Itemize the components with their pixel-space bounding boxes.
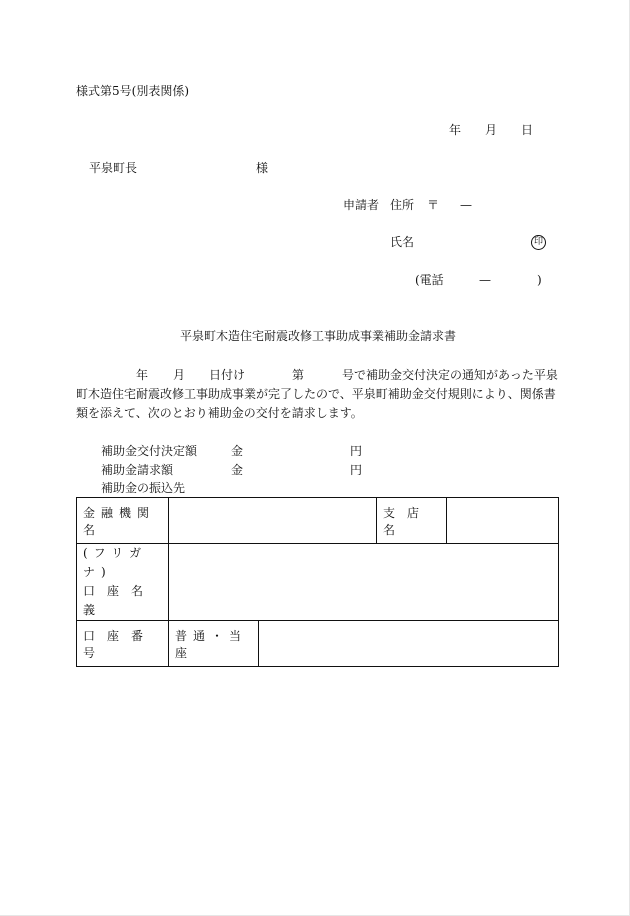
body-rest: 号で補助金交付決定の通知があった平泉: [342, 368, 558, 382]
holder-field[interactable]: [169, 544, 559, 621]
document-title: 平泉町木造住宅耐震改修工事助成事業補助金請求書: [180, 329, 457, 343]
table-row: [77, 621, 559, 667]
postal-dash: —: [460, 198, 472, 212]
body-dated: 日付け: [209, 368, 246, 382]
addressee-honorific: 様: [256, 161, 269, 175]
branch-label: 支店名: [377, 498, 447, 544]
institution-field[interactable]: [169, 498, 377, 544]
date-month: 月: [485, 123, 498, 137]
date-day: 日: [521, 123, 534, 137]
holder-label-cell: [77, 544, 169, 621]
address-label: 住所: [390, 198, 415, 212]
name-label: 氏名: [390, 235, 415, 249]
decided-amount-yen: 円: [350, 444, 363, 458]
body-line-3: 類を添えて、次のとおり補助金の交付を請求します。: [76, 406, 363, 420]
holder-label: 口座名義: [83, 584, 156, 617]
decided-amount-label: 補助金交付決定額: [101, 444, 198, 458]
account-type: 普通・当座: [169, 621, 259, 667]
transfer-label: 補助金の振込先: [101, 481, 186, 495]
form-number: 様式第5号(別表関係): [76, 84, 189, 98]
branch-field[interactable]: [447, 498, 559, 544]
addressee-name: 平泉町長: [89, 161, 138, 175]
requested-amount-yen: 円: [350, 463, 363, 477]
phone-label: (電話: [415, 273, 444, 287]
decided-amount-kin: 金: [231, 444, 244, 458]
furigana-label: (フリガナ): [83, 546, 148, 579]
applicant-label: 申請者: [343, 198, 380, 212]
table-row: [77, 544, 559, 621]
account-number-field[interactable]: [259, 621, 559, 667]
request-body: [76, 366, 566, 423]
bank-account-table: [76, 497, 559, 667]
phone-close: ): [537, 273, 542, 287]
requested-amount-kin: 金: [231, 463, 244, 477]
table-row: [77, 498, 559, 544]
body-line-1: [76, 366, 566, 385]
date-year: 年: [449, 123, 462, 137]
body-line-2: 町木造住宅耐震改修工事助成事業が完了したので、平泉町補助金交付規則により、関係書: [76, 387, 556, 401]
postal-mark: 〒: [427, 198, 440, 212]
body-no: 第: [292, 368, 305, 382]
account-number-label: 口座番号: [77, 621, 169, 667]
requested-amount-label: 補助金請求額: [101, 463, 174, 477]
phone-dash: —: [479, 273, 491, 287]
body-year: 年: [136, 368, 149, 382]
body-month: 月: [173, 368, 186, 382]
seal-mark: 印: [531, 235, 546, 250]
institution-label: 金融機関名: [77, 498, 169, 544]
